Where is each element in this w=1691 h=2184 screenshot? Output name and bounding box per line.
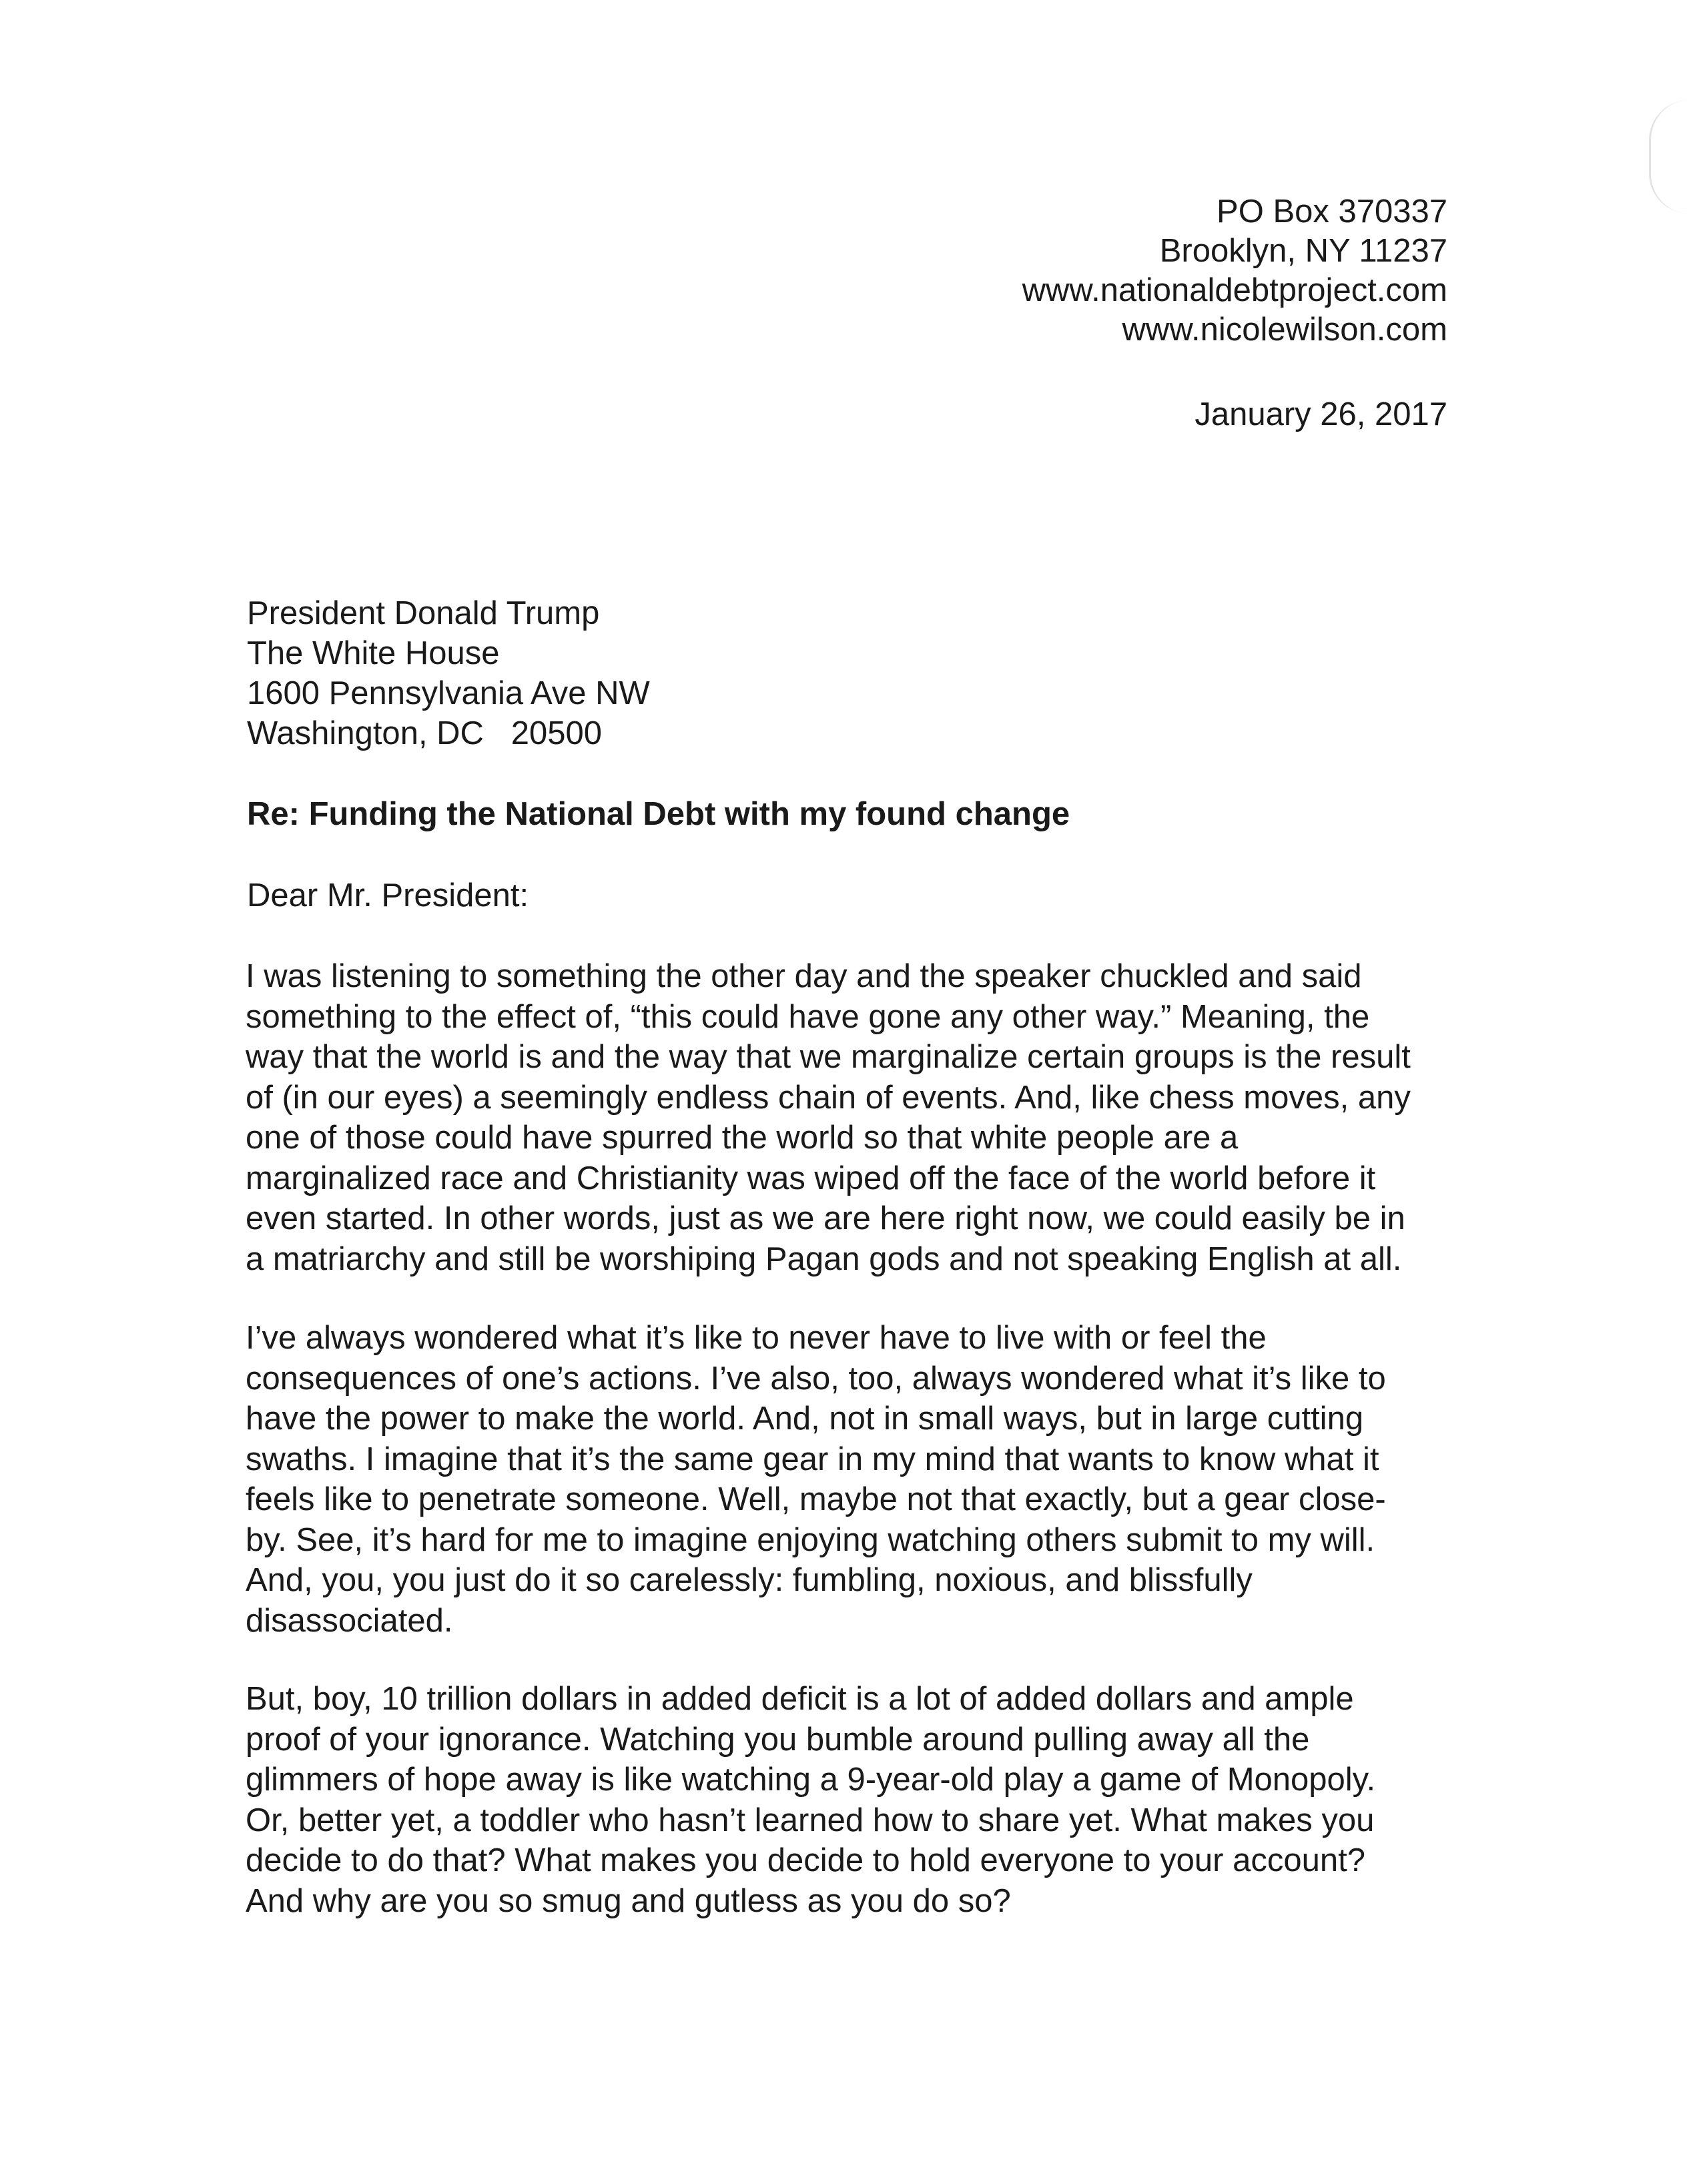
- recipient-city: Washington, DC 20500: [247, 715, 603, 751]
- recipient-building: The White House: [247, 635, 500, 671]
- paragraph-line: a matriarchy and still be worshiping Pagan gods and not speaking English at all.: [246, 1240, 1402, 1277]
- paragraph-line: of (in our eyes) a seemingly endless chain of events. And, like chess moves, any: [246, 1079, 1411, 1116]
- sender-city: Brooklyn, NY 11237: [1159, 233, 1447, 269]
- paragraph-2: [246, 1318, 1386, 1641]
- recipient-name: President Donald Trump: [247, 595, 600, 631]
- paragraph-line: even started. In other words, just as we are here right now, we could easily be in: [246, 1200, 1405, 1236]
- sender-website-1: www.nationaldebtproject.com: [1022, 272, 1447, 308]
- paragraph-line: I was listening to something the other day and the speaker chuckled and said: [246, 958, 1362, 994]
- letter-date: January 26, 2017: [1195, 396, 1447, 432]
- paragraph-line: But, boy, 10 trillion dollars in added deficit is a lot of added dollars and ample: [246, 1681, 1354, 1717]
- paragraph-line: Or, better yet, a toddler who hasn’t learned how to share yet. What makes you: [246, 1802, 1375, 1838]
- paragraph-line: And why are you so smug and gutless as you do so?: [246, 1882, 1011, 1919]
- scan-edge-mark: [1649, 100, 1691, 214]
- paragraph-line: have the power to make the world. And, not in small ways, but in large cutting: [246, 1401, 1364, 1437]
- paragraph-line: proof of your ignorance. Watching you bumble around pulling away all the: [246, 1721, 1310, 1758]
- recipient-street: 1600 Pennsylvania Ave NW: [247, 675, 650, 711]
- salutation: Dear Mr. President:: [247, 877, 529, 914]
- paragraph-line: disassociated.: [246, 1602, 453, 1639]
- subject-line: Re: Funding the National Debt with my found change: [247, 796, 1070, 832]
- paragraph-line: way that the world is and the way that we marginalize certain groups is the result: [246, 1039, 1411, 1075]
- paragraph-line: glimmers of hope away is like watching a 9-year-old play a game of Monopoly.: [246, 1762, 1376, 1798]
- recipient-address: [247, 593, 650, 753]
- sender-address: [1022, 192, 1447, 350]
- paragraph-line: And, you, you just do it so carelessly: fumbling, noxious, and blissfully: [246, 1562, 1253, 1598]
- sender-website-2: www.nicolewilson.com: [1122, 312, 1447, 348]
- paragraph-line: consequences of one’s actions. I’ve also, too, always wondered what it’s like to: [246, 1360, 1386, 1397]
- paragraph-3: [246, 1679, 1375, 1921]
- paragraph-line: swaths. I imagine that it’s the same gear in my mind that wants to know what it: [246, 1441, 1379, 1477]
- paragraph-line: decide to do that? What makes you decide to hold everyone to your account?: [246, 1842, 1365, 1878]
- paragraph-line: one of those could have spurred the world so that white people are a: [246, 1120, 1239, 1156]
- paragraph-line: feels like to penetrate someone. Well, maybe not that exactly, but a gear close-: [246, 1481, 1386, 1517]
- sender-po-box: PO Box 370337: [1217, 194, 1447, 230]
- paragraph-line: by. See, it’s hard for me to imagine enjoying watching others submit to my will.: [246, 1521, 1375, 1558]
- paragraph-line: marginalized race and Christianity was wiped off the face of the world before it: [246, 1160, 1376, 1196]
- paragraph-1: [246, 956, 1411, 1279]
- paragraph-line: I’ve always wondered what it’s like to never have to live with or feel the: [246, 1320, 1267, 1356]
- paragraph-line: something to the effect of, “this could have gone any other way.” Meaning, the: [246, 998, 1370, 1035]
